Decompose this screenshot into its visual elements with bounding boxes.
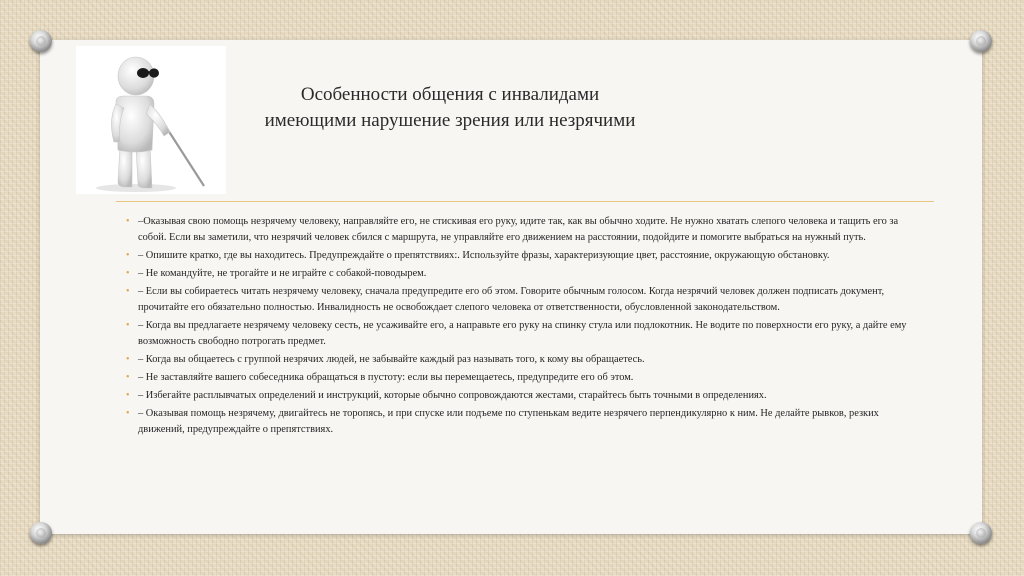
bullet-icon: • [126, 267, 130, 279]
slide-title [200, 82, 700, 134]
list-item: • – Не заставляйте вашего собеседника обращаться в пустоту: если вы перемещаетесь, предупредите его об этом. [126, 370, 926, 386]
list-item: • – Не командуйте, не трогайте и не играйте с собакой-поводырем. [126, 266, 926, 282]
bullet-icon: • [126, 371, 130, 383]
list-item: • – Когда вы предлагаете незрячему человеку сесть, не усаживайте его, а направьте его руку на спинку стула или подлокотник. Не водите по поверхности его руку, а дайте ему возможность свободно потрогать предмет. [126, 319, 907, 347]
bullet-icon: • [126, 408, 130, 420]
list-item: • – Если вы собираетесь читать незрячему человеку, сначала предупредите его об этом. Говорите обычным голосом. Когда незрячий человек должен подписать документ, прочитайте его обязательно полностью. Инвалидность не освобождает слепого человека от ответственности, обусловленной законодательством. [126, 286, 885, 313]
list-item: • – Опишите кратко, где вы находитесь. Предупреждайте о препятствиях:. Используйте фразы, характеризующие цвет, расстояние, окружающую обстановку. [126, 248, 926, 264]
list-item: • – Избегайте расплывчатых определений и инструкций, которые обычно сопровождаются жестами, старайтесь быть точными в определениях. [126, 388, 926, 404]
pushpin-icon [970, 522, 992, 544]
list-item: • –Оказывая свою помощь незрячему человеку, направляйте его, не стискивая его руку, идите так, как вы обычно ходите. Не нужно хватать слепого человека и тащить его за собой. Если вы заметили, что незрячий человек сбился с маршрута, не управляйте его движением на расстоянии, подойдите и помогите выбраться на нужный путь. [126, 216, 899, 243]
list-item: • – Оказывая помощь незрячему, двигайтесь не торопясь, и при спуске или подъеме по ступенькам ведите незрячего перпендикулярно к ним. Не делайте рывков, резких движений, предупреждайте о препятствиях. [126, 408, 879, 435]
bullet-icon: • [126, 353, 130, 365]
pushpin-icon [30, 30, 52, 52]
bullet-icon: • [126, 249, 130, 261]
list-item: • – Когда вы общаетесь с группой незрячих людей, не забывайте каждый раз называть того, к кому вы обращаетесь. [126, 352, 926, 368]
pushpin-icon [30, 522, 52, 544]
advice-list [126, 214, 926, 440]
bullet-icon: • [126, 216, 130, 227]
bullet-icon: • [126, 390, 130, 402]
pushpin-icon [970, 30, 992, 52]
slide-card [40, 40, 982, 534]
title-line-1: Особенности общения с инвалидами [300, 84, 600, 105]
bullet-icon: • [126, 286, 130, 298]
divider [116, 201, 934, 202]
title-line-2: имеющими нарушение зрения или незрячими [264, 110, 636, 131]
bullet-icon: • [126, 319, 130, 331]
